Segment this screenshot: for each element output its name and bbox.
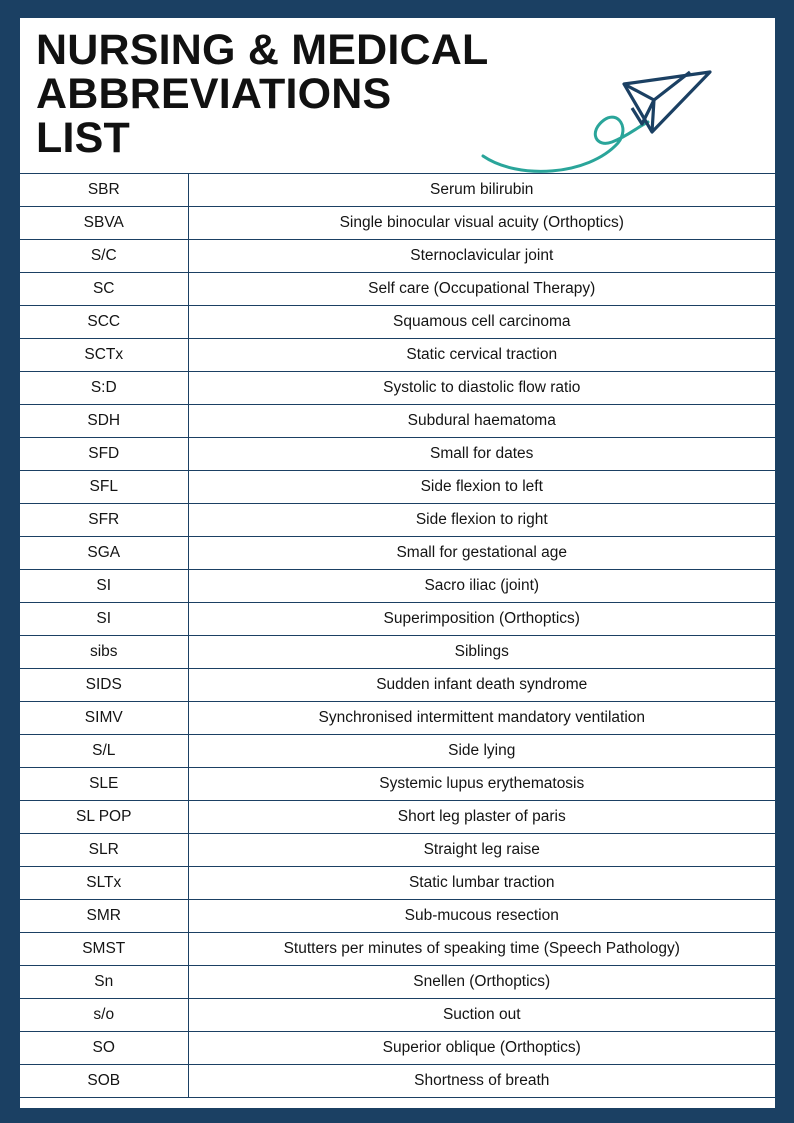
meaning-cell: Side flexion to left: [188, 471, 775, 504]
meaning-cell: Sacro iliac (joint): [188, 570, 775, 603]
abbreviations-table: [20, 173, 775, 1098]
abbreviation-cell: SMST: [20, 933, 188, 966]
abbreviation-cell: SLTx: [20, 867, 188, 900]
abbreviation-cell: S/L: [20, 735, 188, 768]
abbreviation-cell: SCTx: [20, 339, 188, 372]
table-row: [20, 999, 775, 1032]
abbreviation-cell: sibs: [20, 636, 188, 669]
table-row: [20, 801, 775, 834]
meaning-cell: Siblings: [188, 636, 775, 669]
table-row: [20, 1032, 775, 1065]
table-row: [20, 504, 775, 537]
abbreviation-cell: SO: [20, 1032, 188, 1065]
abbreviation-cell: SLE: [20, 768, 188, 801]
meaning-cell: Subdural haematoma: [188, 405, 775, 438]
table-row: [20, 636, 775, 669]
abbreviation-cell: SOB: [20, 1065, 188, 1098]
abbreviation-cell: SCC: [20, 306, 188, 339]
abbreviation-cell: SIDS: [20, 669, 188, 702]
meaning-cell: Static cervical traction: [188, 339, 775, 372]
table-row: [20, 471, 775, 504]
meaning-cell: Single binocular visual acuity (Orthoptics): [188, 207, 775, 240]
table-row: [20, 273, 775, 306]
meaning-cell: Systemic lupus erythematosis: [188, 768, 775, 801]
table-row: [20, 603, 775, 636]
page-title: [36, 28, 489, 160]
table-row: [20, 174, 775, 207]
page-bottom-margin: [20, 1098, 775, 1108]
abbreviation-cell: S:D: [20, 372, 188, 405]
title-line-3: LIST: [36, 114, 130, 162]
meaning-cell: Small for gestational age: [188, 537, 775, 570]
meaning-cell: Synchronised intermittent mandatory ventilation: [188, 702, 775, 735]
table-row: [20, 207, 775, 240]
meaning-cell: Side lying: [188, 735, 775, 768]
meaning-cell: Snellen (Orthoptics): [188, 966, 775, 999]
abbreviation-cell: SFD: [20, 438, 188, 471]
abbreviation-cell: SBR: [20, 174, 188, 207]
abbreviation-cell: Sn: [20, 966, 188, 999]
table-row: [20, 306, 775, 339]
abbreviation-cell: SLR: [20, 834, 188, 867]
title-line-2: ABBREVIATIONS: [36, 70, 392, 118]
meaning-cell: Small for dates: [188, 438, 775, 471]
abbreviation-cell: SC: [20, 273, 188, 306]
meaning-cell: Sub-mucous resection: [188, 900, 775, 933]
abbreviation-cell: SIMV: [20, 702, 188, 735]
meaning-cell: Serum bilirubin: [188, 174, 775, 207]
meaning-cell: Sudden infant death syndrome: [188, 669, 775, 702]
abbreviation-cell: SL POP: [20, 801, 188, 834]
document-page: [20, 18, 775, 1108]
plane-body: [624, 72, 710, 132]
paper-plane-icon: [478, 48, 718, 178]
table-row: [20, 405, 775, 438]
abbreviation-cell: SFL: [20, 471, 188, 504]
abbreviation-cell: SI: [20, 570, 188, 603]
table-row: [20, 900, 775, 933]
meaning-cell: Short leg plaster of paris: [188, 801, 775, 834]
meaning-cell: Shortness of breath: [188, 1065, 775, 1098]
table-row: [20, 537, 775, 570]
table-row: [20, 339, 775, 372]
meaning-cell: Stutters per minutes of speaking time (Speech Pathology): [188, 933, 775, 966]
abbreviation-cell: s/o: [20, 999, 188, 1032]
abbreviation-cell: S/C: [20, 240, 188, 273]
table-row: [20, 768, 775, 801]
meaning-cell: Side flexion to right: [188, 504, 775, 537]
table-row: [20, 438, 775, 471]
abbreviations-table-body: [20, 174, 775, 1098]
abbreviation-cell: SMR: [20, 900, 188, 933]
meaning-cell: Squamous cell carcinoma: [188, 306, 775, 339]
table-row: [20, 966, 775, 999]
meaning-cell: Sternoclavicular joint: [188, 240, 775, 273]
abbreviation-cell: SGA: [20, 537, 188, 570]
abbreviation-cell: SDH: [20, 405, 188, 438]
title-line-1: NURSING & MEDICAL: [36, 26, 489, 74]
abbreviation-cell: SBVA: [20, 207, 188, 240]
table-row: [20, 702, 775, 735]
meaning-cell: Systolic to diastolic flow ratio: [188, 372, 775, 405]
table-row: [20, 933, 775, 966]
abbreviations-table-container: [20, 173, 775, 1098]
table-row: [20, 735, 775, 768]
table-row: [20, 570, 775, 603]
abbreviation-cell: SFR: [20, 504, 188, 537]
meaning-cell: Superior oblique (Orthoptics): [188, 1032, 775, 1065]
plane-trail: [483, 117, 648, 171]
table-row: [20, 372, 775, 405]
table-row: [20, 1065, 775, 1098]
table-row: [20, 669, 775, 702]
meaning-cell: Superimposition (Orthoptics): [188, 603, 775, 636]
meaning-cell: Self care (Occupational Therapy): [188, 273, 775, 306]
meaning-cell: Static lumbar traction: [188, 867, 775, 900]
table-row: [20, 240, 775, 273]
table-row: [20, 834, 775, 867]
abbreviation-cell: SI: [20, 603, 188, 636]
meaning-cell: Straight leg raise: [188, 834, 775, 867]
table-row: [20, 867, 775, 900]
meaning-cell: Suction out: [188, 999, 775, 1032]
